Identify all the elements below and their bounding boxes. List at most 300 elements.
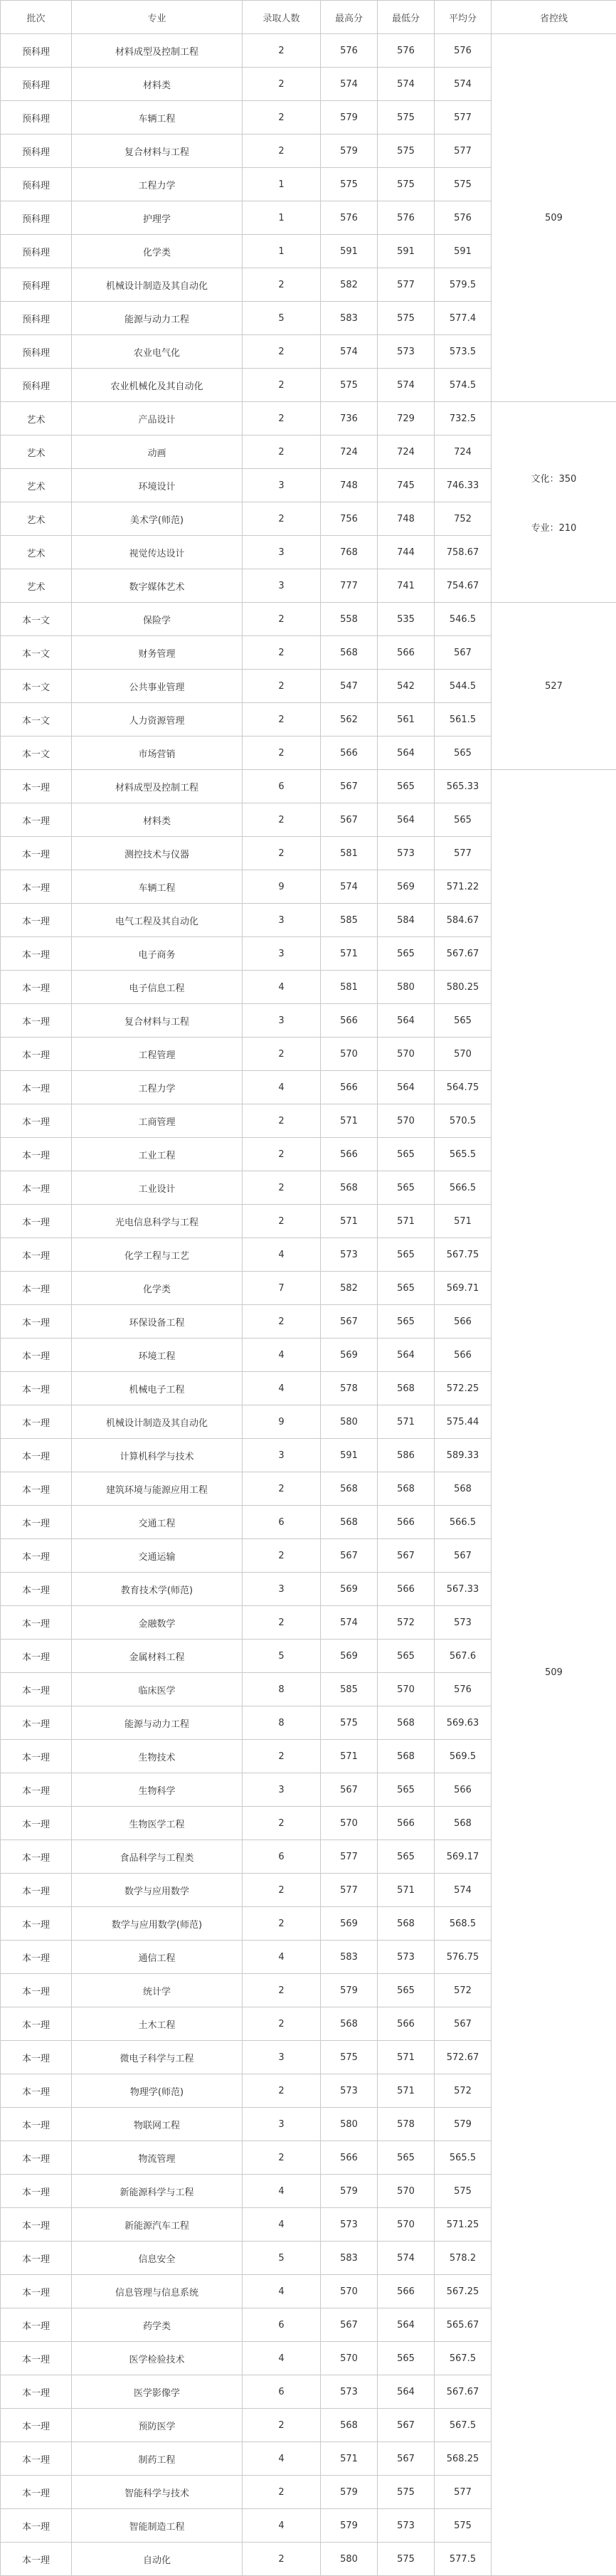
cell-major: 信息安全 xyxy=(72,2242,243,2275)
cell-major: 计算机科学与技术 xyxy=(72,1439,243,1472)
cell-avg: 564.75 xyxy=(435,1071,492,1104)
cell-avg: 576 xyxy=(435,201,492,235)
cell-min: 567 xyxy=(378,2409,435,2442)
cell-batch: 本一理 xyxy=(1,2007,72,2041)
cell-max: 569 xyxy=(321,1640,378,1673)
cell-admitted: 2 xyxy=(243,1740,321,1773)
cell-batch: 本一理 xyxy=(1,1472,72,1506)
cell-admitted: 7 xyxy=(243,1272,321,1305)
cell-major: 自动化 xyxy=(72,2543,243,2576)
cell-min: 744 xyxy=(378,536,435,569)
cell-major: 工程力学 xyxy=(72,168,243,201)
cell-admitted: 3 xyxy=(243,2041,321,2074)
cell-major: 保险学 xyxy=(72,603,243,636)
cell-batch: 本一理 xyxy=(1,2275,72,2308)
cell-avg: 577 xyxy=(435,2476,492,2509)
cell-avg: 565 xyxy=(435,1004,492,1038)
cell-max: 591 xyxy=(321,1439,378,1472)
cell-avg: 568 xyxy=(435,1472,492,1506)
cell-major: 工业设计 xyxy=(72,1171,243,1205)
cell-batch: 本一理 xyxy=(1,1405,72,1439)
cell-admitted: 2 xyxy=(243,603,321,636)
cell-batch: 预科理 xyxy=(1,335,72,369)
cell-major: 人力资源管理 xyxy=(72,703,243,737)
cell-min: 576 xyxy=(378,34,435,68)
cell-avg: 577.5 xyxy=(435,2543,492,2576)
cell-major: 美术学(师范) xyxy=(72,502,243,536)
cell-avg: 724 xyxy=(435,436,492,469)
cell-avg: 567.75 xyxy=(435,1238,492,1272)
cell-max: 575 xyxy=(321,168,378,201)
cell-max: 574 xyxy=(321,1606,378,1640)
cell-admitted: 2 xyxy=(243,1907,321,1941)
cell-major: 机械设计制造及其自动化 xyxy=(72,1405,243,1439)
cell-admitted: 2 xyxy=(243,268,321,302)
cell-avg: 565 xyxy=(435,803,492,837)
cell-major: 生物医学工程 xyxy=(72,1807,243,1840)
cell-avg: 567.67 xyxy=(435,2375,492,2409)
cell-avg: 570.5 xyxy=(435,1104,492,1138)
cell-admitted: 3 xyxy=(243,2108,321,2141)
cell-avg: 568.25 xyxy=(435,2442,492,2476)
cell-batch: 预科理 xyxy=(1,34,72,68)
cell-min: 745 xyxy=(378,469,435,502)
cell-avg: 565 xyxy=(435,737,492,770)
control-line-value: 509 xyxy=(545,213,563,223)
cell-admitted: 4 xyxy=(243,2275,321,2308)
cell-batch: 本一理 xyxy=(1,2342,72,2375)
cell-max: 581 xyxy=(321,971,378,1004)
cell-batch: 本一理 xyxy=(1,1171,72,1205)
control-line-cell xyxy=(492,402,616,603)
cell-major: 测控技术与仪器 xyxy=(72,837,243,870)
cell-max: 568 xyxy=(321,1171,378,1205)
cell-batch: 本一理 xyxy=(1,1840,72,1874)
cell-major: 教育技术学(师范) xyxy=(72,1573,243,1606)
cell-batch: 本一理 xyxy=(1,2074,72,2108)
cell-max: 580 xyxy=(321,2543,378,2576)
cell-major: 复合材料与工程 xyxy=(72,1004,243,1038)
cell-avg: 577.4 xyxy=(435,302,492,335)
cell-major: 视觉传达设计 xyxy=(72,536,243,569)
cell-admitted: 2 xyxy=(243,134,321,168)
cell-major: 生物科学 xyxy=(72,1773,243,1807)
cell-avg: 574 xyxy=(435,1874,492,1907)
cell-admitted: 4 xyxy=(243,2442,321,2476)
cell-admitted: 3 xyxy=(243,1439,321,1472)
cell-max: 567 xyxy=(321,803,378,837)
cell-admitted: 2 xyxy=(243,703,321,737)
cell-max: 579 xyxy=(321,2509,378,2543)
cell-admitted: 2 xyxy=(243,1974,321,2007)
cell-max: 579 xyxy=(321,1974,378,2007)
cell-avg: 576 xyxy=(435,1673,492,1706)
cell-batch: 本一理 xyxy=(1,2141,72,2175)
cell-max: 573 xyxy=(321,2375,378,2409)
cell-admitted: 2 xyxy=(243,2476,321,2509)
cell-max: 566 xyxy=(321,1138,378,1171)
cell-batch: 本一理 xyxy=(1,2442,72,2476)
cell-avg: 572.67 xyxy=(435,2041,492,2074)
cell-major: 能源与动力工程 xyxy=(72,1706,243,1740)
cell-min: 575 xyxy=(378,134,435,168)
cell-admitted: 2 xyxy=(243,369,321,402)
cell-min: 573 xyxy=(378,1941,435,1974)
cell-avg: 752 xyxy=(435,502,492,536)
cell-min: 565 xyxy=(378,937,435,971)
cell-admitted: 2 xyxy=(243,1305,321,1339)
cell-max: 579 xyxy=(321,134,378,168)
cell-admitted: 4 xyxy=(243,2175,321,2208)
cell-batch: 本一理 xyxy=(1,1038,72,1071)
cell-min: 575 xyxy=(378,2476,435,2509)
cell-batch: 本一文 xyxy=(1,737,72,770)
cell-batch: 本一理 xyxy=(1,803,72,837)
cell-max: 591 xyxy=(321,235,378,268)
cell-avg: 572.25 xyxy=(435,1372,492,1405)
cell-batch: 本一理 xyxy=(1,1807,72,1840)
cell-min: 575 xyxy=(378,101,435,134)
cell-max: 580 xyxy=(321,1405,378,1439)
cell-admitted: 5 xyxy=(243,1640,321,1673)
cell-min: 565 xyxy=(378,1773,435,1807)
cell-min: 573 xyxy=(378,335,435,369)
col-header-avg: 平均分 xyxy=(435,1,492,34)
cell-avg: 579 xyxy=(435,2108,492,2141)
cell-min: 564 xyxy=(378,2308,435,2342)
cell-major: 能源与动力工程 xyxy=(72,302,243,335)
cell-max: 581 xyxy=(321,837,378,870)
cell-batch: 本一理 xyxy=(1,1439,72,1472)
cell-min: 565 xyxy=(378,1138,435,1171)
cell-admitted: 2 xyxy=(243,436,321,469)
cell-min: 571 xyxy=(378,1874,435,1907)
cell-admitted: 2 xyxy=(243,837,321,870)
cell-major: 材料类 xyxy=(72,68,243,101)
cell-max: 777 xyxy=(321,569,378,603)
cell-min: 570 xyxy=(378,2208,435,2242)
cell-admitted: 2 xyxy=(243,68,321,101)
cell-batch: 本一理 xyxy=(1,1673,72,1706)
cell-max: 571 xyxy=(321,2442,378,2476)
cell-min: 580 xyxy=(378,971,435,1004)
cell-major: 工程力学 xyxy=(72,1071,243,1104)
cell-major: 数学与应用数学(师范) xyxy=(72,1907,243,1941)
cell-min: 566 xyxy=(378,2007,435,2041)
cell-max: 574 xyxy=(321,68,378,101)
cell-min: 568 xyxy=(378,1907,435,1941)
cell-batch: 预科理 xyxy=(1,68,72,101)
cell-major: 医学检验技术 xyxy=(72,2342,243,2375)
cell-max: 568 xyxy=(321,2409,378,2442)
cell-avg: 571 xyxy=(435,1205,492,1238)
cell-batch: 预科理 xyxy=(1,201,72,235)
cell-major: 临床医学 xyxy=(72,1673,243,1706)
cell-batch: 本一理 xyxy=(1,937,72,971)
cell-max: 576 xyxy=(321,34,378,68)
cell-avg: 573 xyxy=(435,1606,492,1640)
cell-avg: 566 xyxy=(435,1339,492,1372)
control-line-cell xyxy=(492,34,616,402)
cell-admitted: 3 xyxy=(243,937,321,971)
cell-min: 568 xyxy=(378,1372,435,1405)
cell-batch: 本一理 xyxy=(1,1339,72,1372)
cell-admitted: 4 xyxy=(243,2342,321,2375)
cell-avg: 572 xyxy=(435,2074,492,2108)
cell-admitted: 4 xyxy=(243,2208,321,2242)
cell-min: 566 xyxy=(378,2275,435,2308)
cell-admitted: 2 xyxy=(243,1606,321,1640)
cell-max: 573 xyxy=(321,2208,378,2242)
cell-max: 748 xyxy=(321,469,378,502)
col-header-min: 最低分 xyxy=(378,1,435,34)
cell-batch: 预科理 xyxy=(1,134,72,168)
cell-max: 575 xyxy=(321,369,378,402)
cell-admitted: 3 xyxy=(243,904,321,937)
cell-avg: 572 xyxy=(435,1974,492,2007)
cell-min: 565 xyxy=(378,1640,435,1673)
cell-max: 575 xyxy=(321,1706,378,1740)
cell-major: 数字媒体艺术 xyxy=(72,569,243,603)
cell-admitted: 9 xyxy=(243,1405,321,1439)
cell-max: 547 xyxy=(321,670,378,703)
cell-min: 568 xyxy=(378,1472,435,1506)
cell-max: 571 xyxy=(321,1104,378,1138)
cell-min: 574 xyxy=(378,68,435,101)
table-row xyxy=(1,34,616,68)
cell-major: 护理学 xyxy=(72,201,243,235)
cell-min: 566 xyxy=(378,1807,435,1840)
cell-admitted: 4 xyxy=(243,1372,321,1405)
cell-max: 768 xyxy=(321,536,378,569)
cell-admitted: 3 xyxy=(243,1773,321,1807)
cell-batch: 本一理 xyxy=(1,1305,72,1339)
cell-admitted: 2 xyxy=(243,636,321,670)
cell-admitted: 4 xyxy=(243,1238,321,1272)
cell-min: 565 xyxy=(378,1238,435,1272)
cell-min: 565 xyxy=(378,1974,435,2007)
cell-max: 570 xyxy=(321,1807,378,1840)
cell-max: 574 xyxy=(321,870,378,904)
cell-avg: 561.5 xyxy=(435,703,492,737)
cell-admitted: 8 xyxy=(243,1673,321,1706)
cell-min: 748 xyxy=(378,502,435,536)
cell-batch: 本一理 xyxy=(1,1004,72,1038)
cell-major: 农业电气化 xyxy=(72,335,243,369)
cell-min: 591 xyxy=(378,235,435,268)
cell-max: 583 xyxy=(321,1941,378,1974)
cell-major: 电子商务 xyxy=(72,937,243,971)
cell-admitted: 2 xyxy=(243,803,321,837)
cell-major: 物理学(师范) xyxy=(72,2074,243,2108)
cell-admitted: 3 xyxy=(243,469,321,502)
cell-batch: 艺术 xyxy=(1,569,72,603)
cell-max: 567 xyxy=(321,1539,378,1573)
cell-min: 574 xyxy=(378,2242,435,2275)
cell-min: 571 xyxy=(378,2041,435,2074)
cell-batch: 本一理 xyxy=(1,1272,72,1305)
cell-avg: 565.5 xyxy=(435,2141,492,2175)
cell-batch: 艺术 xyxy=(1,469,72,502)
cell-avg: 544.5 xyxy=(435,670,492,703)
cell-admitted: 8 xyxy=(243,1706,321,1740)
cell-min: 568 xyxy=(378,1740,435,1773)
cell-batch: 本一文 xyxy=(1,703,72,737)
cell-admitted: 2 xyxy=(243,402,321,436)
cell-min: 565 xyxy=(378,1840,435,1874)
cell-batch: 艺术 xyxy=(1,402,72,436)
control-line-cell xyxy=(492,603,616,770)
cell-max: 576 xyxy=(321,201,378,235)
cell-major: 车辆工程 xyxy=(72,101,243,134)
cell-avg: 571.25 xyxy=(435,2208,492,2242)
cell-major: 建筑环境与能源应用工程 xyxy=(72,1472,243,1506)
cell-major: 环境设计 xyxy=(72,469,243,502)
cell-major: 工商管理 xyxy=(72,1104,243,1138)
cell-major: 数学与应用数学 xyxy=(72,1874,243,1907)
cell-min: 535 xyxy=(378,603,435,636)
cell-batch: 本一理 xyxy=(1,1740,72,1773)
cell-min: 564 xyxy=(378,737,435,770)
cell-major: 智能制造工程 xyxy=(72,2509,243,2543)
cell-admitted: 6 xyxy=(243,2308,321,2342)
cell-batch: 本一理 xyxy=(1,2175,72,2208)
cell-avg: 573.5 xyxy=(435,335,492,369)
cell-major: 食品科学与工程类 xyxy=(72,1840,243,1874)
cell-batch: 本一文 xyxy=(1,603,72,636)
control-line-cell xyxy=(492,770,616,2576)
cell-max: 569 xyxy=(321,1339,378,1372)
cell-batch: 本一理 xyxy=(1,2509,72,2543)
cell-avg: 568 xyxy=(435,1807,492,1840)
cell-admitted: 2 xyxy=(243,1038,321,1071)
cell-batch: 预科理 xyxy=(1,369,72,402)
cell-batch: 艺术 xyxy=(1,436,72,469)
cell-min: 570 xyxy=(378,2175,435,2208)
cell-max: 579 xyxy=(321,101,378,134)
cell-major: 化学类 xyxy=(72,1272,243,1305)
cell-max: 568 xyxy=(321,636,378,670)
cell-avg: 576.75 xyxy=(435,1941,492,1974)
cell-admitted: 2 xyxy=(243,1807,321,1840)
cell-batch: 本一理 xyxy=(1,2108,72,2141)
cell-major: 新能源汽车工程 xyxy=(72,2208,243,2242)
cell-max: 568 xyxy=(321,2007,378,2041)
cell-avg: 571.22 xyxy=(435,870,492,904)
cell-min: 584 xyxy=(378,904,435,937)
cell-avg: 575 xyxy=(435,168,492,201)
cell-major: 财务管理 xyxy=(72,636,243,670)
cell-max: 579 xyxy=(321,2175,378,2208)
cell-major: 统计学 xyxy=(72,1974,243,2007)
cell-min: 565 xyxy=(378,770,435,803)
table-row xyxy=(1,402,616,436)
cell-batch: 本一理 xyxy=(1,770,72,803)
cell-admitted: 1 xyxy=(243,235,321,268)
cell-major: 药学类 xyxy=(72,2308,243,2342)
cell-major: 交通工程 xyxy=(72,1506,243,1539)
cell-max: 580 xyxy=(321,2108,378,2141)
cell-max: 558 xyxy=(321,603,378,636)
cell-avg: 574 xyxy=(435,68,492,101)
cell-avg: 575 xyxy=(435,2509,492,2543)
cell-batch: 艺术 xyxy=(1,502,72,536)
cell-min: 565 xyxy=(378,1305,435,1339)
cell-batch: 本一理 xyxy=(1,870,72,904)
cell-major: 机械电子工程 xyxy=(72,1372,243,1405)
cell-admitted: 9 xyxy=(243,870,321,904)
cell-max: 567 xyxy=(321,1773,378,1807)
cell-batch: 预科理 xyxy=(1,101,72,134)
cell-max: 573 xyxy=(321,1238,378,1272)
cell-min: 561 xyxy=(378,703,435,737)
cell-batch: 本一理 xyxy=(1,1506,72,1539)
cell-major: 生物技术 xyxy=(72,1740,243,1773)
cell-max: 570 xyxy=(321,2275,378,2308)
cell-avg: 758.67 xyxy=(435,536,492,569)
cell-min: 569 xyxy=(378,870,435,904)
cell-major: 化学工程与工艺 xyxy=(72,1238,243,1272)
cell-major: 车辆工程 xyxy=(72,870,243,904)
control-line-value: 527 xyxy=(545,681,563,692)
cell-min: 724 xyxy=(378,436,435,469)
table-row xyxy=(1,770,616,803)
cell-max: 585 xyxy=(321,1673,378,1706)
cell-avg: 732.5 xyxy=(435,402,492,436)
cell-avg: 574.5 xyxy=(435,369,492,402)
cell-admitted: 2 xyxy=(243,1171,321,1205)
cell-batch: 本一理 xyxy=(1,1138,72,1171)
cell-min: 566 xyxy=(378,1506,435,1539)
cell-max: 583 xyxy=(321,302,378,335)
cell-min: 573 xyxy=(378,837,435,870)
cell-admitted: 2 xyxy=(243,502,321,536)
cell-major: 工程管理 xyxy=(72,1038,243,1071)
cell-min: 568 xyxy=(378,1706,435,1740)
cell-avg: 565.33 xyxy=(435,770,492,803)
cell-major: 复合材料与工程 xyxy=(72,134,243,168)
cell-min: 566 xyxy=(378,636,435,670)
cell-max: 573 xyxy=(321,2074,378,2108)
cell-max: 566 xyxy=(321,2141,378,2175)
cell-major: 医学影像学 xyxy=(72,2375,243,2409)
cell-batch: 本一理 xyxy=(1,2375,72,2409)
cell-admitted: 6 xyxy=(243,770,321,803)
cell-admitted: 2 xyxy=(243,2543,321,2576)
cell-batch: 预科理 xyxy=(1,235,72,268)
cell-batch: 本一理 xyxy=(1,971,72,1004)
cell-avg: 577 xyxy=(435,134,492,168)
cell-avg: 579.5 xyxy=(435,268,492,302)
cell-min: 567 xyxy=(378,1539,435,1573)
cell-avg: 576 xyxy=(435,34,492,68)
cell-max: 566 xyxy=(321,737,378,770)
cell-batch: 本一理 xyxy=(1,2041,72,2074)
cell-admitted: 1 xyxy=(243,168,321,201)
cell-major: 环保设备工程 xyxy=(72,1305,243,1339)
cell-admitted: 4 xyxy=(243,1941,321,1974)
cell-major: 金属材料工程 xyxy=(72,1640,243,1673)
cell-admitted: 2 xyxy=(243,737,321,770)
cell-avg: 580.25 xyxy=(435,971,492,1004)
cell-batch: 本一理 xyxy=(1,1941,72,1974)
cell-min: 571 xyxy=(378,1405,435,1439)
cell-min: 570 xyxy=(378,1104,435,1138)
cell-max: 578 xyxy=(321,1372,378,1405)
cell-batch: 本一理 xyxy=(1,1907,72,1941)
cell-min: 566 xyxy=(378,1573,435,1606)
cell-major: 环境工程 xyxy=(72,1339,243,1372)
